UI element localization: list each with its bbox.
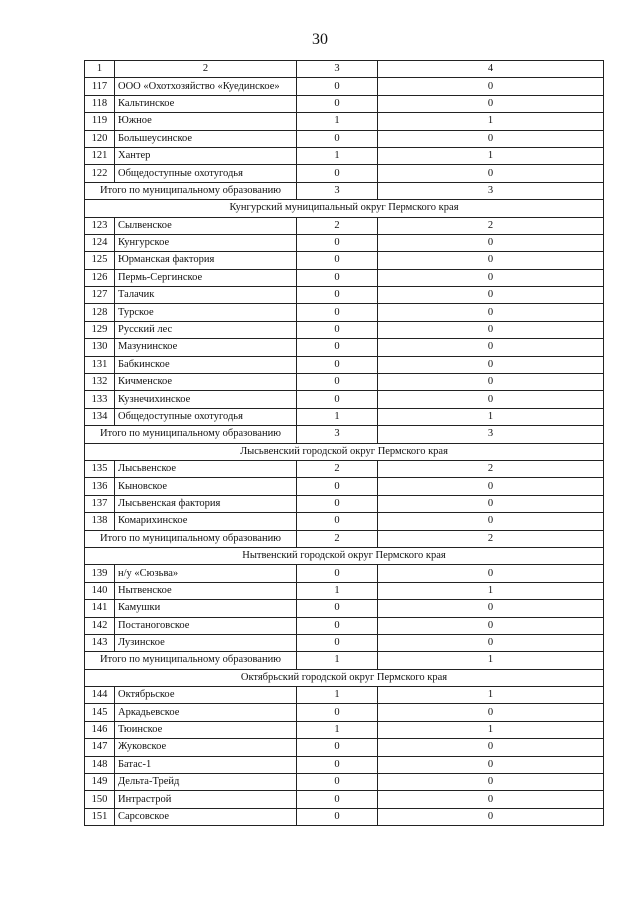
row-number: 137 (85, 495, 115, 512)
row-col-3: 0 (297, 391, 378, 408)
row-col-4: 0 (378, 756, 604, 773)
row-number: 148 (85, 756, 115, 773)
row-col-4: 0 (378, 269, 604, 286)
row-col-3: 0 (297, 513, 378, 530)
row-number: 146 (85, 721, 115, 738)
row-col-3: 0 (297, 565, 378, 582)
row-name: Сылвенское (115, 217, 297, 234)
row-name: Кыновское (115, 478, 297, 495)
table-row (85, 808, 604, 825)
row-col-4: 1 (378, 113, 604, 130)
row-col-4: 1 (378, 721, 604, 738)
section-row (85, 200, 604, 217)
row-col-4: 0 (378, 339, 604, 356)
total-col-4: 3 (378, 426, 604, 443)
row-col-4: 0 (378, 234, 604, 251)
section-title: Нытвенский городской округ Пермского края (85, 547, 604, 564)
row-number: 141 (85, 600, 115, 617)
header-row (85, 61, 604, 78)
table-row (85, 287, 604, 304)
total-row (85, 426, 604, 443)
row-col-4: 0 (378, 391, 604, 408)
row-col-3: 0 (297, 739, 378, 756)
table-row (85, 565, 604, 582)
row-col-4: 0 (378, 287, 604, 304)
row-name: Нытвенское (115, 582, 297, 599)
row-col-3: 0 (297, 339, 378, 356)
page-number: 30 (312, 31, 328, 48)
row-number: 120 (85, 130, 115, 147)
section-title: Октябрьский городской округ Пермского края (85, 669, 604, 686)
row-number: 129 (85, 321, 115, 338)
row-col-4: 0 (378, 478, 604, 495)
row-name: Постаноговское (115, 617, 297, 634)
table-row (85, 495, 604, 512)
table-row (85, 165, 604, 182)
row-name: Сарсовское (115, 808, 297, 825)
row-name: Кальтинское (115, 95, 297, 112)
row-name: Октябрьское (115, 687, 297, 704)
table-row (85, 791, 604, 808)
row-col-4: 0 (378, 252, 604, 269)
row-col-3: 0 (297, 287, 378, 304)
row-col-4: 1 (378, 147, 604, 164)
row-col-3: 0 (297, 600, 378, 617)
row-col-3: 0 (297, 704, 378, 721)
row-number: 145 (85, 704, 115, 721)
row-name: Южное (115, 113, 297, 130)
row-number: 132 (85, 374, 115, 391)
hunting-grounds-table (84, 60, 604, 826)
row-number: 142 (85, 617, 115, 634)
table-row (85, 304, 604, 321)
row-number: 149 (85, 774, 115, 791)
row-name: Интрастрой (115, 791, 297, 808)
total-col-3: 1 (297, 652, 378, 669)
row-col-3: 0 (297, 130, 378, 147)
row-name: Бабкинское (115, 356, 297, 373)
total-col-3: 2 (297, 530, 378, 547)
table-row (85, 600, 604, 617)
row-col-3: 0 (297, 495, 378, 512)
table-row (85, 321, 604, 338)
row-number: 130 (85, 339, 115, 356)
row-col-3: 1 (297, 687, 378, 704)
table-row (85, 408, 604, 425)
table-row (85, 147, 604, 164)
row-number: 117 (85, 78, 115, 95)
table-row (85, 78, 604, 95)
row-number: 126 (85, 269, 115, 286)
table-body (85, 61, 604, 826)
table-row (85, 339, 604, 356)
table-row (85, 356, 604, 373)
table-row (85, 513, 604, 530)
row-col-3: 0 (297, 252, 378, 269)
row-number: 133 (85, 391, 115, 408)
header-col-1: 1 (85, 61, 115, 78)
row-number: 123 (85, 217, 115, 234)
row-name: н/у «Сюзьва» (115, 565, 297, 582)
row-col-3: 0 (297, 617, 378, 634)
row-col-3: 1 (297, 147, 378, 164)
row-col-4: 0 (378, 565, 604, 582)
row-name: Лысьвенское (115, 460, 297, 477)
row-name: Большеусинское (115, 130, 297, 147)
row-number: 151 (85, 808, 115, 825)
row-number: 143 (85, 634, 115, 651)
row-name: Жуковское (115, 739, 297, 756)
section-title: Кунгурский муниципальный округ Пермского края (85, 200, 604, 217)
row-number: 128 (85, 304, 115, 321)
row-number: 125 (85, 252, 115, 269)
row-col-4: 2 (378, 217, 604, 234)
table-row (85, 617, 604, 634)
row-col-3: 0 (297, 634, 378, 651)
row-number: 119 (85, 113, 115, 130)
section-title: Лысьвенский городской округ Пермского края (85, 443, 604, 460)
row-col-3: 0 (297, 95, 378, 112)
total-col-3: 3 (297, 182, 378, 199)
header-col-2: 2 (115, 61, 297, 78)
row-col-3: 1 (297, 582, 378, 599)
row-name: Кузнечихинское (115, 391, 297, 408)
row-col-4: 0 (378, 600, 604, 617)
row-col-3: 2 (297, 460, 378, 477)
total-col-4: 2 (378, 530, 604, 547)
table-row (85, 252, 604, 269)
row-name: Дельта-Трейд (115, 774, 297, 791)
row-name: Кунгурское (115, 234, 297, 251)
row-col-4: 0 (378, 495, 604, 512)
row-name: Камушки (115, 600, 297, 617)
row-name: Комарихинское (115, 513, 297, 530)
row-number: 144 (85, 687, 115, 704)
total-row (85, 652, 604, 669)
row-name: Юрманская фактория (115, 252, 297, 269)
row-name: Общедоступные охотугодья (115, 408, 297, 425)
row-col-4: 0 (378, 739, 604, 756)
row-col-3: 0 (297, 791, 378, 808)
row-name: Общедоступные охотугодья (115, 165, 297, 182)
total-col-3: 3 (297, 426, 378, 443)
row-col-3: 0 (297, 78, 378, 95)
row-name: Турское (115, 304, 297, 321)
table-row (85, 130, 604, 147)
row-col-4: 0 (378, 130, 604, 147)
total-col-4: 1 (378, 652, 604, 669)
row-number: 122 (85, 165, 115, 182)
table-row (85, 217, 604, 234)
row-number: 124 (85, 234, 115, 251)
table-row (85, 687, 604, 704)
row-number: 135 (85, 460, 115, 477)
row-name: Лузинское (115, 634, 297, 651)
row-col-4: 0 (378, 356, 604, 373)
total-row (85, 530, 604, 547)
table-row (85, 721, 604, 738)
row-col-4: 1 (378, 582, 604, 599)
row-col-4: 0 (378, 95, 604, 112)
row-col-3: 1 (297, 113, 378, 130)
row-number: 138 (85, 513, 115, 530)
row-name: Аркадьевское (115, 704, 297, 721)
row-name: Лысьвенская фактория (115, 495, 297, 512)
row-col-4: 0 (378, 704, 604, 721)
row-number: 118 (85, 95, 115, 112)
row-col-4: 0 (378, 374, 604, 391)
row-col-4: 0 (378, 617, 604, 634)
row-col-3: 0 (297, 165, 378, 182)
row-number: 134 (85, 408, 115, 425)
row-name: Кичменское (115, 374, 297, 391)
row-col-3: 0 (297, 269, 378, 286)
header-col-4: 4 (378, 61, 604, 78)
table-row (85, 460, 604, 477)
table-row (85, 774, 604, 791)
row-col-3: 1 (297, 408, 378, 425)
row-col-3: 0 (297, 321, 378, 338)
table-row (85, 704, 604, 721)
section-row (85, 669, 604, 686)
table-row (85, 95, 604, 112)
row-number: 139 (85, 565, 115, 582)
row-col-3: 0 (297, 774, 378, 791)
row-col-3: 0 (297, 304, 378, 321)
row-number: 127 (85, 287, 115, 304)
row-number: 150 (85, 791, 115, 808)
row-col-4: 0 (378, 78, 604, 95)
row-col-4: 0 (378, 791, 604, 808)
row-col-3: 1 (297, 721, 378, 738)
row-name: Хантер (115, 147, 297, 164)
row-col-3: 0 (297, 234, 378, 251)
table-row (85, 234, 604, 251)
row-number: 140 (85, 582, 115, 599)
row-name: Пермь-Сергинское (115, 269, 297, 286)
row-col-4: 2 (378, 460, 604, 477)
row-col-4: 0 (378, 304, 604, 321)
total-label: Итого по муниципальному образованию (85, 182, 297, 199)
table-row (85, 478, 604, 495)
row-col-3: 0 (297, 478, 378, 495)
row-number: 147 (85, 739, 115, 756)
total-label: Итого по муниципальному образованию (85, 652, 297, 669)
row-col-4: 0 (378, 321, 604, 338)
row-col-3: 2 (297, 217, 378, 234)
row-name: Батас-1 (115, 756, 297, 773)
row-number: 121 (85, 147, 115, 164)
total-col-4: 3 (378, 182, 604, 199)
row-name: Мазунинское (115, 339, 297, 356)
total-label: Итого по муниципальному образованию (85, 426, 297, 443)
row-col-4: 0 (378, 808, 604, 825)
table-row (85, 739, 604, 756)
header-col-3: 3 (297, 61, 378, 78)
table-row (85, 756, 604, 773)
row-name: ООО «Охотхозяйство «Куединское» (115, 78, 297, 95)
table-row (85, 582, 604, 599)
section-row (85, 547, 604, 564)
row-col-3: 0 (297, 374, 378, 391)
row-col-4: 0 (378, 513, 604, 530)
table-row (85, 374, 604, 391)
row-col-3: 0 (297, 808, 378, 825)
row-col-3: 0 (297, 356, 378, 373)
row-number: 136 (85, 478, 115, 495)
table-row (85, 634, 604, 651)
total-label: Итого по муниципальному образованию (85, 530, 297, 547)
row-name: Тюинское (115, 721, 297, 738)
table-row (85, 113, 604, 130)
table-row (85, 269, 604, 286)
row-name: Русский лес (115, 321, 297, 338)
row-col-4: 0 (378, 634, 604, 651)
row-col-3: 0 (297, 756, 378, 773)
row-name: Талачик (115, 287, 297, 304)
row-col-4: 0 (378, 165, 604, 182)
row-number: 131 (85, 356, 115, 373)
row-col-4: 1 (378, 687, 604, 704)
row-col-4: 0 (378, 774, 604, 791)
total-row (85, 182, 604, 199)
section-row (85, 443, 604, 460)
table-row (85, 391, 604, 408)
row-col-4: 1 (378, 408, 604, 425)
